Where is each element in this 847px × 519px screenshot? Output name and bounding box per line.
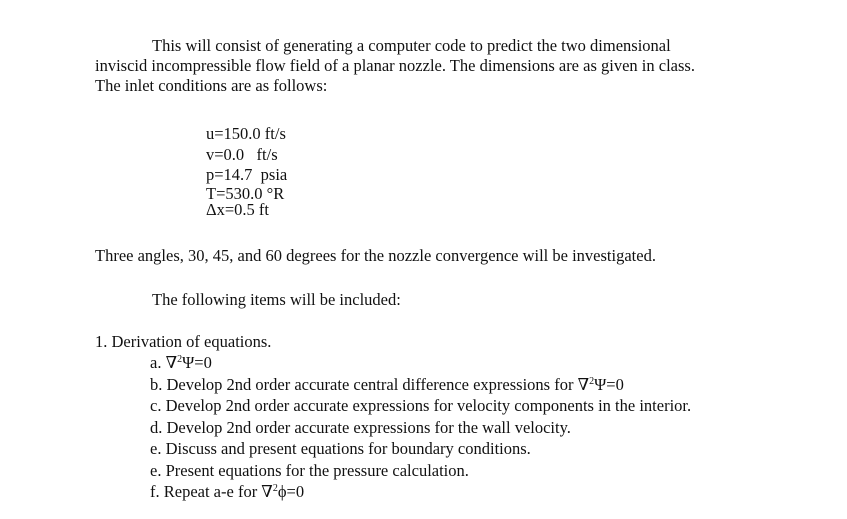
list-item-d: d. Develop 2nd order accurate expressions for the wall velocity. (150, 417, 571, 437)
list-item-e-pressure: e. Present equations for the pressure calculation. (150, 460, 469, 480)
intro-line-3: The inlet conditions are as follows: (95, 76, 328, 95)
list-item-e-boundary: e. Discuss and present equations for boundary conditions. (150, 439, 531, 458)
list-item-f-rest: ϕ=0 (277, 482, 305, 501)
condition-dx: Δx=0.5 ft (206, 200, 269, 219)
list-item-b (95, 374, 691, 396)
list-item-c: c. Develop 2nd order accurate expressions for velocity components in the interior. (150, 396, 692, 415)
inlet-conditions (206, 124, 287, 221)
superscript: 2 (177, 354, 183, 365)
list-heading: 1. Derivation of equations. (95, 332, 272, 351)
list-item-a-rest: Ψ=0 (182, 353, 212, 372)
items-intro: The following items will be included: (152, 290, 401, 309)
list-item-a-text: a. ∇ (150, 353, 178, 372)
angles-sentence: Three angles, 30, 45, and 60 degrees for the nozzle convergence will be investigated. (95, 246, 656, 265)
condition-u: u=150.0 ft/s (206, 124, 286, 143)
derivation-list (95, 332, 691, 503)
list-item-f (95, 481, 691, 503)
list-item-a (95, 352, 691, 374)
intro-line-1: This will consist of generating a computer code to predict the two dimensional (152, 36, 671, 55)
list-item-b-text: b. Develop 2nd order accurate central difference expressions for ∇ (150, 374, 590, 394)
condition-v: v=0.0 ft/s (206, 144, 278, 164)
superscript: 2 (272, 483, 278, 494)
intro-paragraph (95, 36, 825, 96)
list-item-f-text: f. Repeat a-e for ∇ (150, 482, 273, 501)
condition-t: T=530.0 °R (206, 183, 285, 203)
list-item-b-rest: Ψ=0 (594, 374, 624, 394)
intro-line-2: inviscid incompressible flow field of a planar nozzle. The dimensions are as given in class. (95, 56, 695, 75)
condition-p: p=14.7 psia (206, 165, 288, 184)
superscript: 2 (589, 375, 595, 387)
